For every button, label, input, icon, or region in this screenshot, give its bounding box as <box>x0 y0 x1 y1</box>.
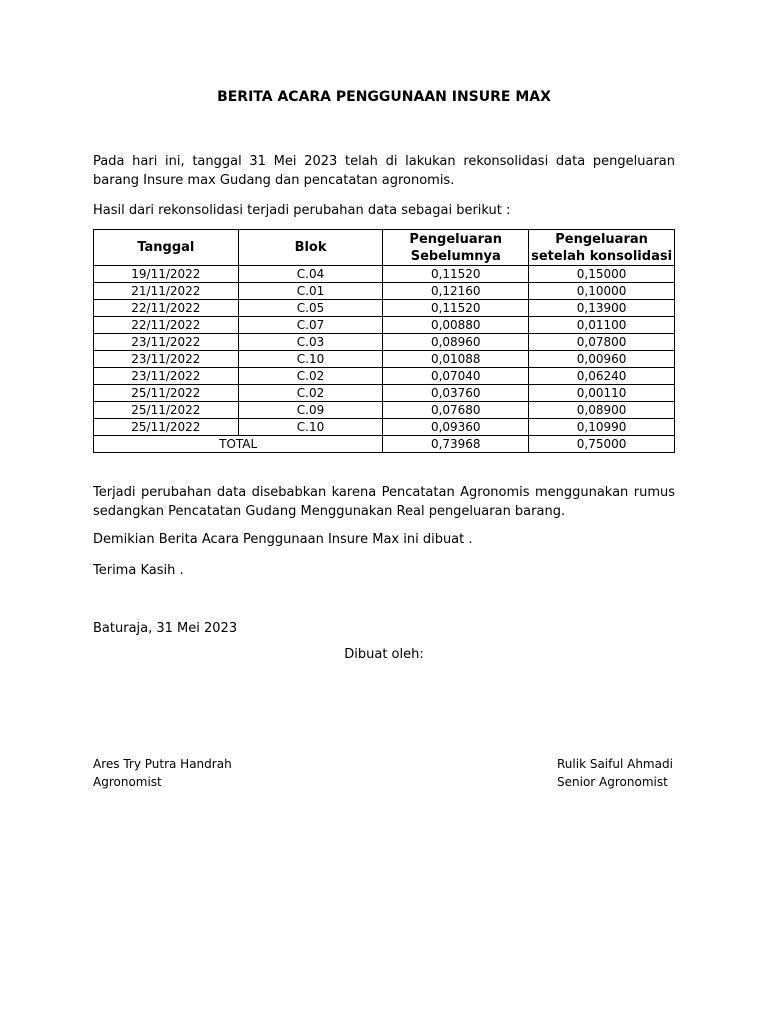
header-pengeluaran-setelah: Pengeluaran setelah konsolidasi <box>529 230 675 266</box>
table-row <box>94 419 675 436</box>
cell-tanggal: 25/11/2022 <box>94 419 239 436</box>
table-row <box>94 283 675 300</box>
closing-paragraph: Demikian Berita Acara Penggunaan Insure Max ini dibuat . <box>93 532 473 547</box>
header-pengeluaran-sebelumnya: Pengeluaran Sebelumnya <box>383 230 529 266</box>
cell-before: 0,11520 <box>383 266 529 283</box>
cell-tanggal: 25/11/2022 <box>94 402 239 419</box>
thanks-text: Terima Kasih . <box>93 563 184 578</box>
total-label: TOTAL <box>94 436 383 453</box>
table-row <box>94 402 675 419</box>
table-row <box>94 368 675 385</box>
cell-after: 0,10000 <box>529 283 675 300</box>
cell-tanggal: 22/11/2022 <box>94 300 239 317</box>
cell-blok: C.07 <box>238 317 383 334</box>
table-row <box>94 351 675 368</box>
signatory-left <box>93 755 232 791</box>
cell-before: 0,01088 <box>383 351 529 368</box>
cell-tanggal: 25/11/2022 <box>94 385 239 402</box>
reason-paragraph: Terjadi perubahan data disebabkan karena Pencatatan Agronomis menggunakan rumus sedangkan Pencatatan Gudang Menggunakan Real pengeluaran barang. <box>93 485 675 519</box>
table-row <box>94 266 675 283</box>
cell-tanggal: 23/11/2022 <box>94 334 239 351</box>
intro-paragraph: Pada hari ini, tanggal 31 Mei 2023 telah di lakukan rekonsolidasi data pengeluaran barang Insure max Gudang dan pencatatan agronomis. <box>93 154 675 188</box>
signatory-left-name: Ares Try Putra Handrah <box>93 757 232 771</box>
cell-blok: C.04 <box>238 266 383 283</box>
cell-before: 0,08960 <box>383 334 529 351</box>
signatory-left-role: Agronomist <box>93 775 162 789</box>
lead-paragraph: Hasil dari rekonsolidasi terjadi perubahan data sebagai berikut : <box>93 203 511 218</box>
place-date: Baturaja, 31 Mei 2023 <box>93 621 238 636</box>
header-blok: Blok <box>238 230 383 266</box>
cell-before: 0,03760 <box>383 385 529 402</box>
cell-after: 0,15000 <box>529 266 675 283</box>
signatory-right <box>557 755 673 791</box>
cell-after: 0,10990 <box>529 419 675 436</box>
total-row <box>94 436 675 453</box>
cell-after: 0,00960 <box>529 351 675 368</box>
table-row <box>94 300 675 317</box>
cell-after: 0,01100 <box>529 317 675 334</box>
cell-blok: C.10 <box>238 419 383 436</box>
table-row <box>94 317 675 334</box>
total-after: 0,75000 <box>529 436 675 453</box>
cell-blok: C.09 <box>238 402 383 419</box>
cell-before: 0,09360 <box>383 419 529 436</box>
cell-after: 0,08900 <box>529 402 675 419</box>
cell-blok: C.05 <box>238 300 383 317</box>
cell-before: 0,07040 <box>383 368 529 385</box>
cell-blok: C.10 <box>238 351 383 368</box>
cell-tanggal: 23/11/2022 <box>94 351 239 368</box>
cell-blok: C.03 <box>238 334 383 351</box>
total-before: 0,73968 <box>383 436 529 453</box>
cell-tanggal: 22/11/2022 <box>94 317 239 334</box>
cell-before: 0,12160 <box>383 283 529 300</box>
cell-blok: C.02 <box>238 368 383 385</box>
cell-before: 0,11520 <box>383 300 529 317</box>
reconciliation-table <box>93 229 675 453</box>
made-by-label: Dibuat oleh: <box>344 647 424 662</box>
cell-before: 0,00880 <box>383 317 529 334</box>
signatory-right-role: Senior Agronomist <box>557 775 668 789</box>
table-row <box>94 334 675 351</box>
cell-before: 0,07680 <box>383 402 529 419</box>
table-header-row <box>94 230 675 266</box>
header-tanggal: Tanggal <box>94 230 239 266</box>
cell-after: 0,13900 <box>529 300 675 317</box>
cell-tanggal: 23/11/2022 <box>94 368 239 385</box>
cell-tanggal: 19/11/2022 <box>94 266 239 283</box>
table-body <box>94 266 675 436</box>
cell-tanggal: 21/11/2022 <box>94 283 239 300</box>
document-title: BERITA ACARA PENGGUNAAN INSURE MAX <box>217 89 551 105</box>
cell-blok: C.02 <box>238 385 383 402</box>
cell-after: 0,00110 <box>529 385 675 402</box>
cell-after: 0,07800 <box>529 334 675 351</box>
signatory-right-name: Rulik Saiful Ahmadi <box>557 757 673 771</box>
table-row <box>94 385 675 402</box>
cell-after: 0,06240 <box>529 368 675 385</box>
cell-blok: C.01 <box>238 283 383 300</box>
